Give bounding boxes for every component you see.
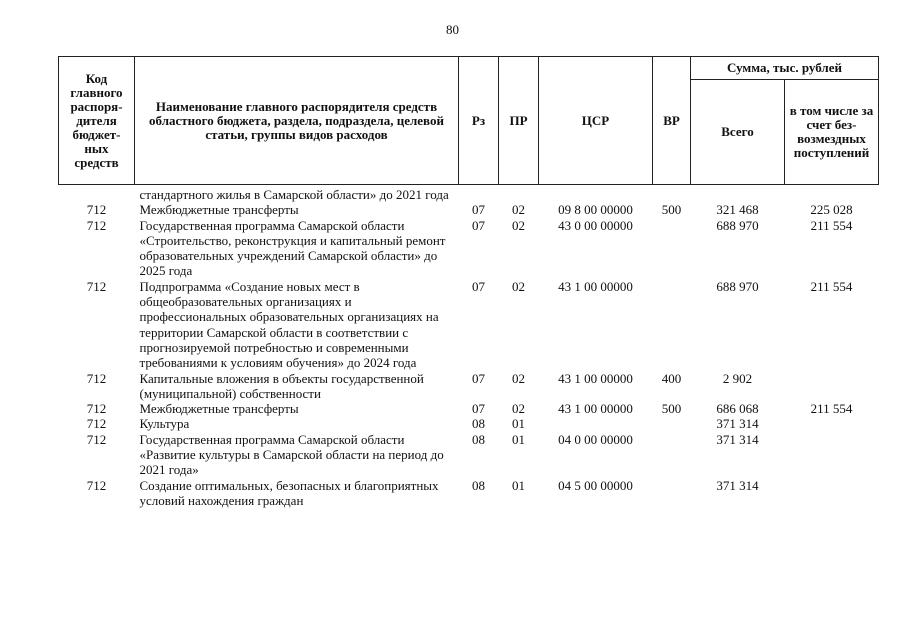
row-total: 371 314 <box>716 477 759 493</box>
row-code: 712 <box>86 370 107 386</box>
row-rz: 07 <box>472 401 485 417</box>
row-name: Межбюджетные трансферты <box>139 401 299 417</box>
row-grants <box>785 478 879 509</box>
row-name: Культура <box>139 416 190 432</box>
table-row <box>59 401 879 416</box>
row-name: Государственная программа Самарской области «Строительство, реконструкция и капитальный ремонт образовательных учреждений Самарской области» до 2025 года <box>139 217 446 279</box>
row-grants <box>785 432 879 478</box>
row-vr <box>653 478 691 509</box>
row-pr: 01 <box>512 477 525 493</box>
row-code: 712 <box>86 401 107 417</box>
row-rz: 08 <box>472 477 485 493</box>
table-row <box>59 416 879 431</box>
header-row-top <box>59 57 879 80</box>
row-grants: 211 554 <box>810 401 853 417</box>
row-total: 371 314 <box>716 416 759 432</box>
row-total: 686 068 <box>716 401 759 417</box>
row-grants <box>785 371 879 402</box>
table-row <box>59 432 879 478</box>
table-row <box>59 218 879 279</box>
row-total <box>691 185 785 203</box>
row-pr: 02 <box>512 202 525 218</box>
row-name: Капитальные вложения в объекты государственной (муниципальной) собственности <box>139 370 424 401</box>
header-vr: ВР <box>653 57 691 185</box>
row-vr <box>653 218 691 279</box>
header-sum: Сумма, тыс. рублей <box>691 57 879 80</box>
header-grants: в том числе за счет без-возмездных поступлений <box>785 80 879 185</box>
table-row <box>59 202 879 217</box>
row-grants: 225 028 <box>810 202 853 218</box>
row-csr: 43 1 00 00000 <box>558 370 633 386</box>
row-pr: 02 <box>512 217 525 233</box>
row-pr: 01 <box>512 416 525 432</box>
row-code: 712 <box>86 202 107 218</box>
row-rz: 07 <box>472 278 485 294</box>
row-grants <box>785 185 879 203</box>
row-rz: 08 <box>472 431 485 447</box>
row-name: Межбюджетные трансферты <box>139 202 299 218</box>
row-csr: 09 8 00 00000 <box>558 202 633 218</box>
row-name: Создание оптимальных, безопасных и благоприятных условий нахождения граждан <box>139 477 439 508</box>
row-total: 321 468 <box>716 202 759 218</box>
header-rz: Рз <box>459 57 499 185</box>
row-pr: 01 <box>512 431 525 447</box>
row-name: стандартного жилья в Самарской области» до 2021 года <box>139 187 449 202</box>
row-vr <box>653 432 691 478</box>
row-code: 712 <box>86 431 107 447</box>
table-row <box>59 279 879 371</box>
row-code <box>59 185 135 203</box>
header-pr: ПР <box>499 57 539 185</box>
row-rz: 07 <box>472 370 485 386</box>
header-name: Наименование главного распорядителя средств областного бюджета, раздела, подраздела, целевой статьи, группы видов расходов <box>135 57 459 185</box>
row-vr: 500 <box>661 202 682 218</box>
row-csr <box>539 416 653 431</box>
row-total: 2 902 <box>722 370 753 386</box>
row-code: 712 <box>86 278 107 294</box>
row-pr <box>499 185 539 203</box>
row-rz: 08 <box>472 416 485 432</box>
header-total: Всего <box>691 80 785 185</box>
row-csr: 43 1 00 00000 <box>558 401 633 417</box>
row-grants: 211 554 <box>810 217 853 233</box>
header-code: Код главного распоря-дителя бюджет-ных средств <box>59 57 135 185</box>
row-pr: 02 <box>512 278 525 294</box>
row-rz: 07 <box>472 217 485 233</box>
budget-table <box>58 56 879 508</box>
row-csr: 43 0 00 00000 <box>558 217 633 233</box>
row-vr: 400 <box>661 370 682 386</box>
row-csr: 04 0 00 00000 <box>558 431 633 447</box>
row-code: 712 <box>86 217 107 233</box>
row-total: 688 970 <box>716 217 759 233</box>
row-vr: 500 <box>661 401 682 417</box>
row-csr: 04 5 00 00000 <box>558 477 633 493</box>
header-csr: ЦСР <box>539 57 653 185</box>
row-code: 712 <box>86 416 107 432</box>
row-vr <box>653 279 691 371</box>
row-total: 688 970 <box>716 278 759 294</box>
row-pr: 02 <box>512 370 525 386</box>
row-code: 712 <box>86 477 107 493</box>
row-vr <box>653 416 691 431</box>
page-number: 80 <box>446 22 459 37</box>
row-grants: 211 554 <box>810 278 853 294</box>
table-row <box>59 478 879 509</box>
row-csr <box>539 185 653 203</box>
row-rz: 07 <box>472 202 485 218</box>
row-grants <box>785 416 879 431</box>
row-vr <box>653 185 691 203</box>
row-name: Подпрограмма «Создание новых мест в общеобразовательных организациях и профессиональных образовательных организациях на территории Самарской области в соответствии с прогнозируемой потребностью и современными требованиями к условиям обучения» до 2024 года <box>139 278 439 371</box>
table-row <box>59 371 879 402</box>
row-rz <box>459 185 499 203</box>
table-row <box>59 185 879 203</box>
row-pr: 02 <box>512 401 525 417</box>
row-csr: 43 1 00 00000 <box>558 278 633 294</box>
row-name: Государственная программа Самарской области «Развитие культуры в Самарской области на период до 2021 года» <box>139 431 444 478</box>
row-total: 371 314 <box>716 431 759 447</box>
